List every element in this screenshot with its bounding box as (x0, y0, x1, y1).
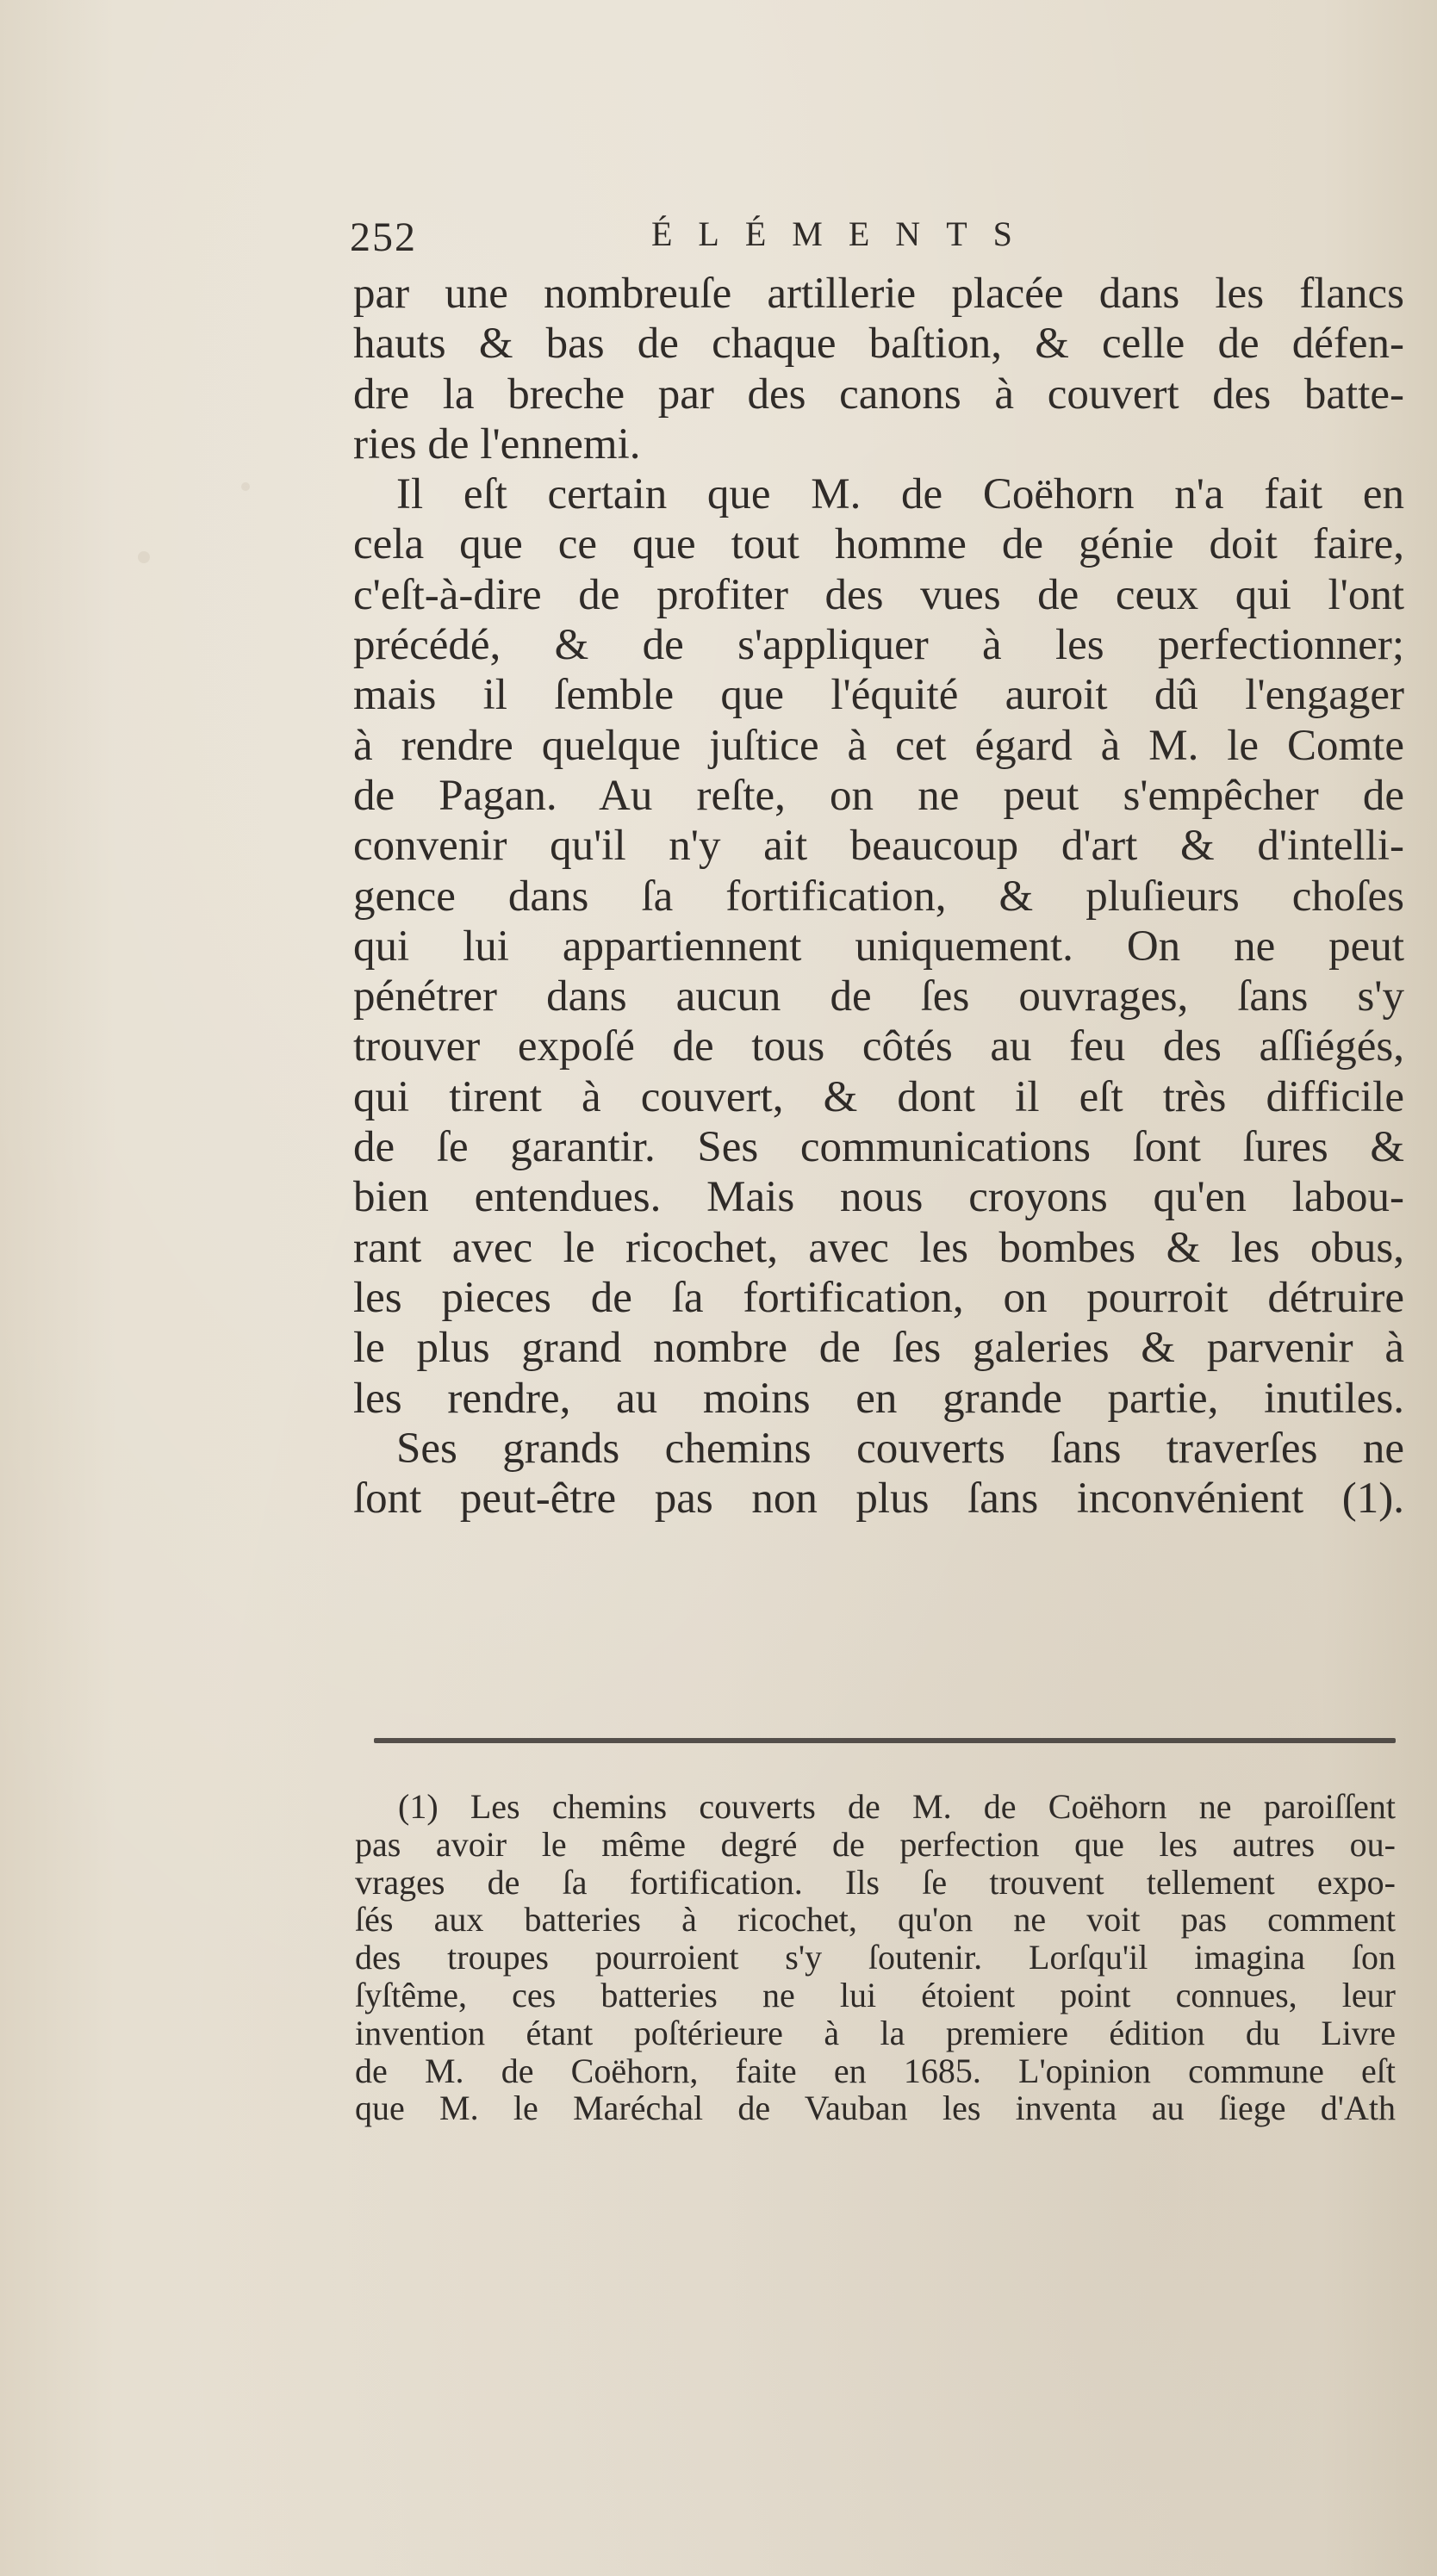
running-head (350, 214, 1418, 265)
footnote-line: invention étant poſtérieure à la premiere édition du Livre (355, 2013, 1396, 2052)
footnote-line: (1) Les chemins couverts de M. de Coëhorn ne paroiſſent (398, 1787, 1396, 1826)
text-line: hauts & bas de chaque baſtion, & celle de défen- (353, 320, 1404, 369)
text-line: par une nombreuſe artillerie placée dans les flancs (353, 270, 1404, 318)
text-line: bien entendues. Mais nous croyons qu'en labou- (353, 1173, 1404, 1222)
footnote-line: vrages de ſa fortification. Ils ſe trouvent tellement expo- (355, 1862, 1396, 1902)
text-line: à rendre quelque juſtice à cet égard à M. le Comte (353, 721, 1404, 770)
text-line: cela que ce que tout homme de génie doit faire, (353, 520, 1404, 569)
text-line: ſont peut-être pas non plus ſans inconvénient (1). (353, 1474, 1404, 1524)
footnote-line: ſés aux batteries à ricochet, qu'on ne voit pas comment (355, 1900, 1396, 1940)
text-line: gence dans ſa fortification, & pluſieurs choſes (353, 872, 1404, 921)
footnote-line: de M. de Coëhorn, faite en 1685. L'opinion commune eſt (355, 2051, 1396, 2090)
text-line: pénétrer dans aucun de ſes ouvrages, ſans s'y (353, 972, 1404, 1021)
text-line: convenir qu'il n'y ait beaucoup d'art & d'intelli- (353, 822, 1404, 871)
text-line: mais il ſemble que l'équité auroit dû l'engager (353, 671, 1404, 720)
paper-spot (241, 482, 250, 491)
text-line: trouver expoſé de tous côtés au feu des aſſiégés, (353, 1022, 1404, 1071)
text-line: qui lui appartiennent uniquement. On ne peut (353, 922, 1404, 971)
text-line: le plus grand nombre de ſes galeries & parvenir à (353, 1324, 1404, 1373)
footnote-line: pas avoir le même degré de perfection que les autres ou- (355, 1824, 1396, 1864)
text-line: Ses grands chemins couverts ſans traverſes ne (396, 1424, 1404, 1473)
running-title: ÉLÉMENTS (651, 214, 1038, 253)
text-line: Il eſt certain que M. de Coëhorn n'a fait en (396, 470, 1404, 519)
footnote-line: ſyſtême, ces batteries ne lui étoient point connues, leur (355, 1975, 1396, 2014)
main-text (353, 269, 1404, 1524)
footnote-line: des troupes pourroient s'y ſoutenir. Lorſqu'il imagina ſon (355, 1938, 1396, 1977)
text-line: dre la breche par des canons à couvert des batte- (353, 369, 1404, 419)
text-line: de Pagan. Au reſte, on ne peut s'empêcher de (353, 771, 1404, 820)
text-line: précédé, & de s'appliquer à les perfectionner; (353, 621, 1404, 670)
text-line: les rendre, au moins en grande partie, inutiles. (353, 1374, 1404, 1423)
paper-spot (138, 551, 150, 563)
text-line: les pieces de ſa fortification, on pourroit détruire (353, 1273, 1404, 1322)
text-line: c'eſt-à-dire de profiter des vues de ceux qui l'ont (353, 570, 1404, 619)
footnote-rule (374, 1738, 1396, 1743)
text-line: rant avec le ricochet, avec les bombes & les obus, (353, 1223, 1404, 1272)
text-line: de ſe garantir. Ses communications ſont ſures & (353, 1123, 1404, 1172)
text-line: qui tirent à couvert, & dont il eſt très difficile (353, 1072, 1404, 1121)
page-number: 252 (350, 214, 417, 260)
footnote (355, 1788, 1396, 2127)
footnote-line: que M. le Maréchal de Vauban les inventa au ſiege d'Ath (355, 2089, 1396, 2128)
text-line: ries de l'ennemi. (353, 419, 641, 469)
